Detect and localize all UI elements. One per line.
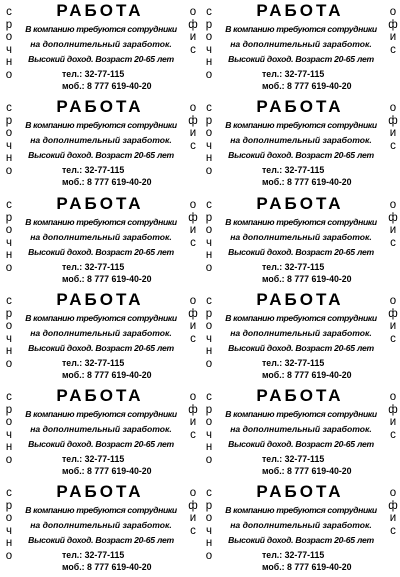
flyer-contacts	[62, 68, 152, 92]
job-flyer	[200, 96, 400, 192]
job-flyer	[0, 385, 200, 481]
side-label-office: о ф и с	[388, 102, 398, 152]
side-label-office: о ф и с	[388, 391, 398, 441]
flyer-contacts	[62, 549, 152, 573]
side-label-urgent: с р о ч н о	[205, 295, 213, 370]
phone-number: тел.: 32-77-115	[262, 454, 325, 464]
flyer-contacts	[262, 68, 352, 92]
description-line-2: на дополнительный заработок.	[30, 232, 172, 242]
job-flyer	[0, 481, 200, 577]
description-line-2: на дополнительный заработок.	[230, 135, 372, 145]
flyer-contacts	[62, 164, 152, 188]
phone-number: тел.: 32-77-115	[262, 550, 325, 560]
flyer-title: РАБОТА	[256, 290, 344, 309]
flyer-description	[14, 215, 188, 260]
phone-number: тел.: 32-77-115	[262, 69, 325, 79]
phone-number: тел.: 32-77-115	[62, 165, 125, 175]
side-label-office: о ф и с	[388, 199, 398, 249]
flyer-contacts	[62, 453, 152, 477]
job-flyer	[0, 0, 200, 96]
description-line-1: В компанию требуются сотрудники	[25, 313, 177, 323]
mobile-number: моб.: 8 777 619-40-20	[62, 466, 152, 476]
description-line-2: на дополнительный заработок.	[230, 328, 372, 338]
description-line-2: на дополнительный заработок.	[230, 520, 372, 530]
flyer-contacts	[262, 357, 352, 381]
side-label-office: о ф и с	[388, 487, 398, 537]
phone-number: тел.: 32-77-115	[262, 165, 325, 175]
side-label-office: о ф и с	[188, 295, 198, 345]
mobile-number: моб.: 8 777 619-40-20	[62, 370, 152, 380]
flyer-description	[14, 311, 188, 356]
side-label-urgent: с р о ч н о	[205, 6, 213, 81]
description-line-1: В компанию требуются сотрудники	[25, 217, 177, 227]
side-label-urgent: с р о ч н о	[5, 295, 13, 370]
flyer-title: РАБОТА	[256, 386, 344, 405]
mobile-number: моб.: 8 777 619-40-20	[262, 562, 352, 572]
flyer-contacts	[262, 453, 352, 477]
description-line-1: В компанию требуются сотрудники	[25, 24, 177, 34]
description-line-3: Высокий доход. Возраст 20-65 лет	[228, 54, 374, 64]
flyer-title: РАБОТА	[256, 1, 344, 20]
description-line-2: на дополнительный заработок.	[30, 328, 172, 338]
flyer-description	[214, 118, 388, 163]
phone-number: тел.: 32-77-115	[62, 454, 125, 464]
mobile-number: моб.: 8 777 619-40-20	[262, 370, 352, 380]
flyer-title: РАБОТА	[256, 482, 344, 501]
side-label-urgent: с р о ч н о	[205, 487, 213, 562]
description-line-1: В компанию требуются сотрудники	[225, 505, 377, 515]
flyer-description	[214, 22, 388, 67]
mobile-number: моб.: 8 777 619-40-20	[262, 81, 352, 91]
flyer-title: РАБОТА	[56, 482, 144, 501]
job-flyer	[0, 96, 200, 192]
description-line-1: В компанию требуются сотрудники	[25, 120, 177, 130]
description-line-3: Высокий доход. Возраст 20-65 лет	[28, 247, 174, 257]
side-label-urgent: с р о ч н о	[205, 199, 213, 274]
description-line-2: на дополнительный заработок.	[230, 39, 372, 49]
description-line-2: на дополнительный заработок.	[30, 135, 172, 145]
flyer-description	[214, 407, 388, 452]
flyer-title: РАБОТА	[56, 290, 144, 309]
side-label-urgent: с р о ч н о	[5, 6, 13, 81]
job-flyer	[200, 0, 400, 96]
flyer-description	[214, 215, 388, 260]
description-line-2: на дополнительный заработок.	[230, 232, 372, 242]
flyer-title: РАБОТА	[56, 194, 144, 213]
side-label-office: о ф и с	[388, 295, 398, 345]
phone-number: тел.: 32-77-115	[62, 550, 125, 560]
side-label-urgent: с р о ч н о	[205, 391, 213, 466]
side-label-urgent: с р о ч н о	[5, 102, 13, 177]
mobile-number: моб.: 8 777 619-40-20	[62, 274, 152, 284]
description-line-3: Высокий доход. Возраст 20-65 лет	[228, 535, 374, 545]
description-line-2: на дополнительный заработок.	[230, 424, 372, 434]
flyer-contacts	[262, 549, 352, 573]
description-line-1: В компанию требуются сотрудники	[225, 313, 377, 323]
flyer-description	[14, 118, 188, 163]
phone-number: тел.: 32-77-115	[62, 358, 125, 368]
side-label-urgent: с р о ч н о	[5, 391, 13, 466]
phone-number: тел.: 32-77-115	[262, 262, 325, 272]
job-flyer	[200, 385, 400, 481]
flyer-description	[14, 407, 188, 452]
side-label-office: о ф и с	[188, 6, 198, 56]
flyer-title: РАБОТА	[56, 386, 144, 405]
description-line-1: В компанию требуются сотрудники	[225, 24, 377, 34]
phone-number: тел.: 32-77-115	[262, 358, 325, 368]
side-label-office: о ф и с	[188, 391, 198, 441]
flyer-title: РАБОТА	[56, 97, 144, 116]
description-line-1: В компанию требуются сотрудники	[25, 505, 177, 515]
flyer-description	[214, 503, 388, 548]
phone-number: тел.: 32-77-115	[62, 262, 125, 272]
description-line-3: Высокий доход. Возраст 20-65 лет	[28, 439, 174, 449]
flyer-description	[14, 22, 188, 67]
side-label-office: о ф и с	[188, 102, 198, 152]
side-label-urgent: с р о ч н о	[5, 199, 13, 274]
job-flyer	[200, 481, 400, 577]
flyer-title: РАБОТА	[256, 97, 344, 116]
description-line-3: Высокий доход. Возраст 20-65 лет	[28, 150, 174, 160]
flyer-description	[14, 503, 188, 548]
side-label-office: о ф и с	[188, 487, 198, 537]
description-line-2: на дополнительный заработок.	[30, 39, 172, 49]
phone-number: тел.: 32-77-115	[62, 69, 125, 79]
description-line-1: В компанию требуются сотрудники	[225, 217, 377, 227]
mobile-number: моб.: 8 777 619-40-20	[262, 274, 352, 284]
mobile-number: моб.: 8 777 619-40-20	[262, 466, 352, 476]
flyer-title: РАБОТА	[256, 194, 344, 213]
description-line-1: В компанию требуются сотрудники	[225, 409, 377, 419]
side-label-urgent: с р о ч н о	[205, 102, 213, 177]
side-label-urgent: с р о ч н о	[5, 487, 13, 562]
mobile-number: моб.: 8 777 619-40-20	[262, 177, 352, 187]
mobile-number: моб.: 8 777 619-40-20	[62, 177, 152, 187]
description-line-3: Высокий доход. Возраст 20-65 лет	[228, 343, 374, 353]
description-line-3: Высокий доход. Возраст 20-65 лет	[28, 343, 174, 353]
mobile-number: моб.: 8 777 619-40-20	[62, 562, 152, 572]
job-flyer	[200, 193, 400, 289]
description-line-3: Высокий доход. Возраст 20-65 лет	[228, 150, 374, 160]
description-line-1: В компанию требуются сотрудники	[225, 120, 377, 130]
description-line-3: Высокий доход. Возраст 20-65 лет	[228, 439, 374, 449]
mobile-number: моб.: 8 777 619-40-20	[62, 81, 152, 91]
side-label-office: о ф и с	[388, 6, 398, 56]
description-line-3: Высокий доход. Возраст 20-65 лет	[28, 535, 174, 545]
job-flyer	[0, 193, 200, 289]
job-flyer	[0, 289, 200, 385]
flyer-title: РАБОТА	[56, 1, 144, 20]
side-label-office: о ф и с	[188, 199, 198, 249]
description-line-1: В компанию требуются сотрудники	[25, 409, 177, 419]
description-line-3: Высокий доход. Возраст 20-65 лет	[228, 247, 374, 257]
description-line-2: на дополнительный заработок.	[30, 424, 172, 434]
flyer-description	[214, 311, 388, 356]
flyer-contacts	[62, 357, 152, 381]
flyer-contacts	[262, 164, 352, 188]
job-flyer	[200, 289, 400, 385]
description-line-2: на дополнительный заработок.	[30, 520, 172, 530]
flyer-contacts	[262, 261, 352, 285]
description-line-3: Высокий доход. Возраст 20-65 лет	[28, 54, 174, 64]
flyer-contacts	[62, 261, 152, 285]
